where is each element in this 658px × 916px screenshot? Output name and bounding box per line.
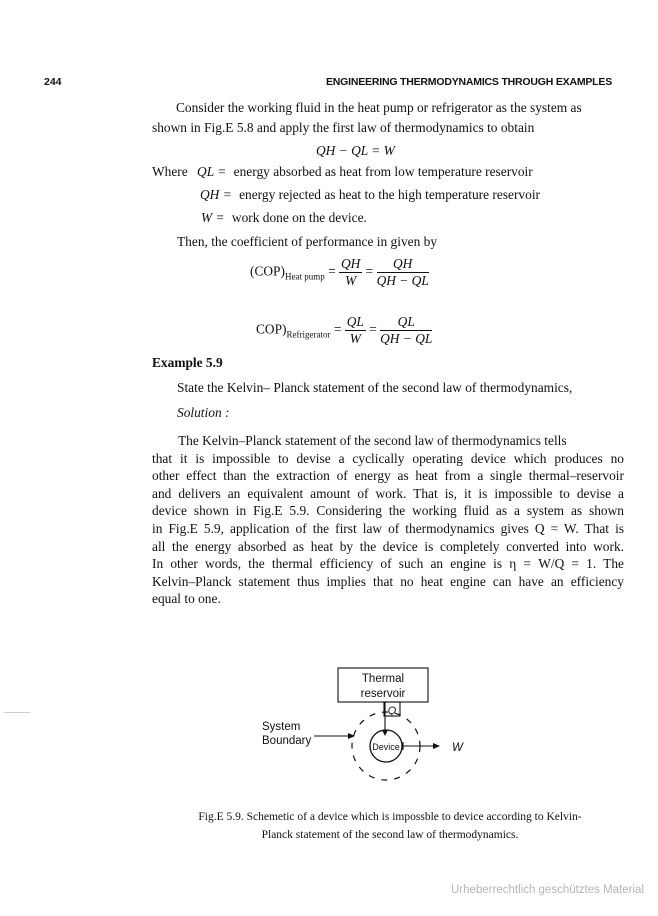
copyright-watermark: Urheberrechtlich geschütztes Material: [450, 884, 644, 896]
body-line: that it is impossible to devise a cyclically operating device which produces no: [152, 450, 624, 466]
ql-symbol: QL =: [197, 164, 227, 179]
body-line: device shown in Fig.E 5.9. Considering the working fluid as a system as shown: [152, 503, 624, 519]
cop-refrigerator-equation: $COP)_{Refrigerator}$ = $\frac{QL}{W}$ = $\frac{QL}{QH - QL}$: [256, 314, 433, 346]
ql-text: energy absorbed as heat from low temperature reservoir: [233, 164, 533, 179]
body-line: The Kelvin–Planck statement of the second law of thermodynamics tells: [178, 433, 567, 448]
frac-numerator: QL: [346, 314, 364, 329]
heat-label: Q: [387, 705, 397, 717]
cop-heat-pump-fraction-1: [339, 256, 362, 289]
caption-line-1: Fig.E 5.9. Schemetic of a device which is impossble to device according to Kelvin-: [198, 811, 582, 823]
margin-mark: [4, 712, 30, 713]
where-label: Where: [152, 164, 188, 179]
definition-ql: [152, 164, 533, 180]
frac-denominator: W: [349, 331, 361, 346]
page-number: 244: [44, 76, 62, 88]
intro-line-1: Consider the working fluid in the heat pump or refrigerator as the system as: [176, 100, 582, 115]
body-line: in Fig.E 5.9, application of the first law of thermodynamics gives Q = W. That is: [152, 520, 624, 536]
frac-denominator: QH − QL: [380, 331, 433, 346]
definition-w: [201, 210, 367, 226]
device-label: Device: [372, 742, 400, 752]
system-label-1: System: [262, 721, 301, 733]
body-line: equal to one.: [152, 591, 221, 607]
figure-caption: [150, 808, 630, 844]
cop-heat-pump-subscript: Heat pump: [284, 271, 325, 282]
body-line: all the energy absorbed as heat by the device is completely converted into work.: [152, 538, 624, 554]
intro-paragraph: [152, 98, 624, 138]
cop-heat-pump-label: (COP): [250, 263, 285, 279]
body-line: In other words, the thermal efficiency of such an engine is η = W/Q = 1. The: [152, 556, 624, 572]
cop-refrigerator-fraction-2: [380, 314, 432, 347]
running-title: ENGINEERING THERMODYNAMICS THROUGH EXAMPLES: [326, 76, 612, 88]
cop-refrigerator-fraction-1: [345, 314, 366, 347]
frac-numerator: QH: [377, 256, 429, 273]
frac-denominator: QH − QL: [376, 273, 429, 288]
body-line: other effect than the extraction of energy as heat from a single thermal–reservoir: [152, 468, 624, 484]
w-symbol: W =: [201, 210, 225, 225]
work-arrow-head: [433, 743, 440, 749]
intro-line-2: shown in Fig.E 5.8 and apply the first law of thermodynamics to obtain: [152, 120, 535, 135]
caption-line-2: Planck statement of the second law of thermodynamics.: [261, 829, 519, 841]
system-label-2: Boundary: [262, 735, 312, 747]
frac-numerator: QH: [340, 256, 361, 271]
solution-body: [152, 432, 624, 608]
example-title: Example 5.9: [152, 355, 223, 370]
cop-heat-pump-equation: $(COP)_{Heat pump}$ = $\frac{QH}{W}$ = $\frac{QH}{QH - QL}$: [250, 256, 429, 288]
cop-refrigerator-subscript: Refrigerator: [286, 329, 331, 340]
body-line: and delivers an equivalent amount of work. That is, it is impossible to devise a: [152, 485, 624, 501]
example-question: State the Kelvin– Planck statement of the second law of thermodynamics,: [177, 380, 573, 395]
cop-intro: Then, the coefficient of performance in given by: [177, 234, 438, 249]
reservoir-label-1: Thermal: [361, 673, 405, 685]
qh-symbol: QH =: [200, 187, 232, 202]
frac-numerator: QL: [380, 314, 432, 331]
body-line: Kelvin–Planck statement thus implies that no heat engine can have an efficiency: [152, 573, 624, 589]
cop-refrigerator-label: COP): [256, 321, 287, 337]
w-text: work done on the device.: [231, 210, 367, 225]
qh-text: energy rejected as heat to the high temperature reservoir: [239, 187, 540, 202]
figure-drawing: [240, 662, 480, 792]
kelvin-planck-figure: [240, 662, 480, 792]
frac-denominator: W: [345, 273, 357, 288]
definition-qh: [200, 187, 540, 203]
work-label: W: [452, 742, 463, 754]
solution-label: Solution :: [177, 405, 230, 420]
first-law-equation: [316, 143, 395, 159]
reservoir-label-2: reservoir: [360, 688, 406, 700]
cop-heat-pump-fraction-2: [377, 256, 429, 289]
first-law-equation-text: QH − QL = W: [316, 143, 395, 158]
